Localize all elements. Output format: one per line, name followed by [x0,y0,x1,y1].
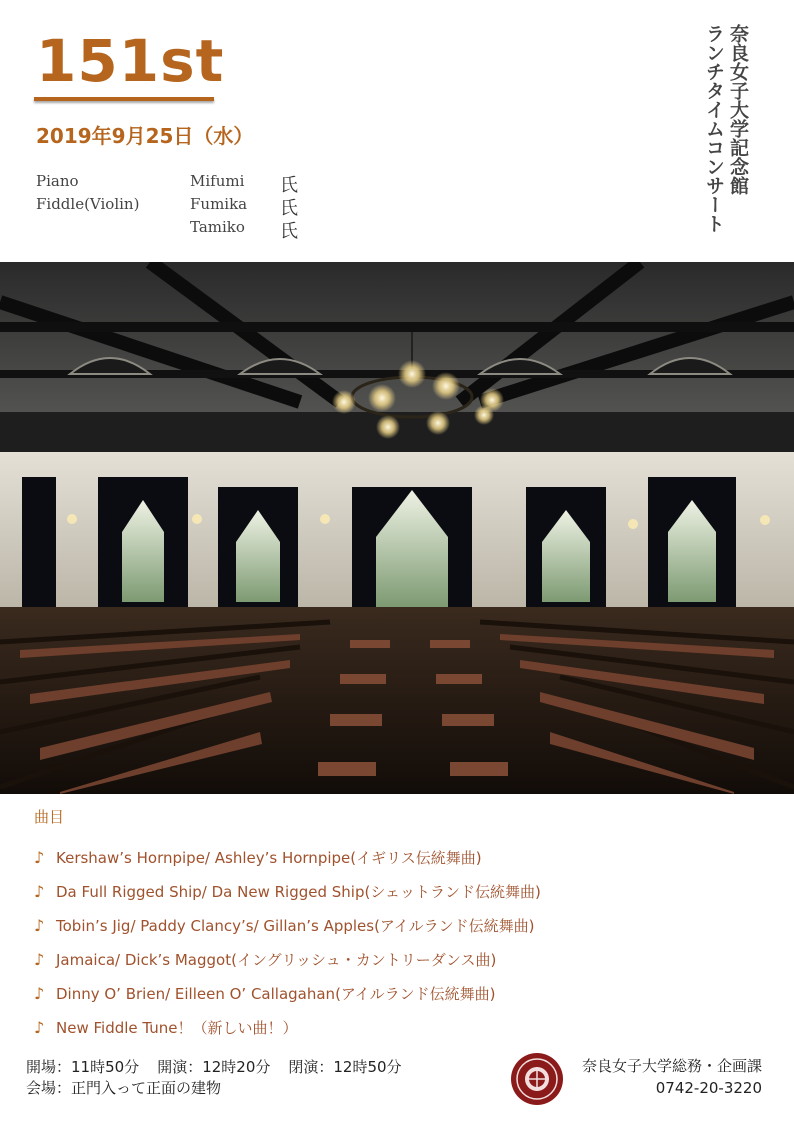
end-time: 閉演：12時50分 [288,1058,402,1076]
performer-honorific: 氏 [280,175,298,196]
program-item-title: Da Full Rigged Ship/ Da New Rigged Ship(シェットランド伝統舞曲) [56,882,541,901]
music-note-icon: ♪ [34,1017,45,1037]
music-note-icon: ♪ [34,915,45,935]
performer-name: Mifumi [190,172,245,190]
program-item [34,908,541,942]
schedule-info [26,1057,402,1099]
program-item-title: Kershaw’s Hornpipe/ Ashley’s Hornpipe(イギリス伝統舞曲) [56,848,482,867]
performer-name: Fumika [190,195,248,213]
office-contact [582,1055,762,1099]
program-item [34,840,541,874]
program-section [34,806,541,1044]
venue-text: 会場：正門入って正面の建物 [26,1079,222,1097]
music-note-icon: ♪ [34,881,45,901]
program-item [34,874,541,908]
music-note-icon: ♪ [34,983,45,1003]
concert-date: 2019年9月25日（水） [36,124,254,148]
vertical-title-venue: 奈良女子大学記念館 [727,24,749,195]
doors-open-time: 開場：11時50分 [26,1058,140,1076]
music-note-icon: ♪ [34,949,45,969]
performer-instrument: Fiddle(Violin) [36,195,140,213]
office-name: 奈良女子大学総務・企画課 [581,1057,762,1075]
program-item-title: Jamaica/ Dick’s Maggot(イングリッシュ・カントリーダンス曲) [56,950,497,969]
university-seal-icon [510,1052,564,1106]
start-time: 開演：12時20分 [157,1058,271,1076]
office-phone: 0742-20-3220 [655,1079,762,1097]
program-item [34,942,541,976]
program-item-title: Dinny O’ Brien/ Eilleen O’ Callagahan(アイルランド伝統舞曲) [56,984,496,1003]
performer-honorific: 氏 [280,221,298,242]
time-row [26,1057,402,1078]
performer-name: Tamiko [190,218,245,236]
music-note-icon: ♪ [34,847,45,867]
performer-instrument: Piano [36,172,79,190]
edition-title: 151st [36,27,225,95]
program-item-title: New Fiddle Tune！（新しい曲！） [56,1018,298,1037]
performer-honorific: 氏 [280,198,298,219]
concert-hall-photo [0,262,794,794]
program-item [34,1010,541,1044]
program-item-title: Tobin’s Jig/ Paddy Clancy’s/ Gillan’s Apples(アイルランド伝統舞曲) [56,916,535,935]
vertical-title-concert: ランチタイムコンサート [703,24,725,233]
program-heading: 曲目 [34,808,65,826]
edition-underline [34,97,214,101]
program-item [34,976,541,1010]
